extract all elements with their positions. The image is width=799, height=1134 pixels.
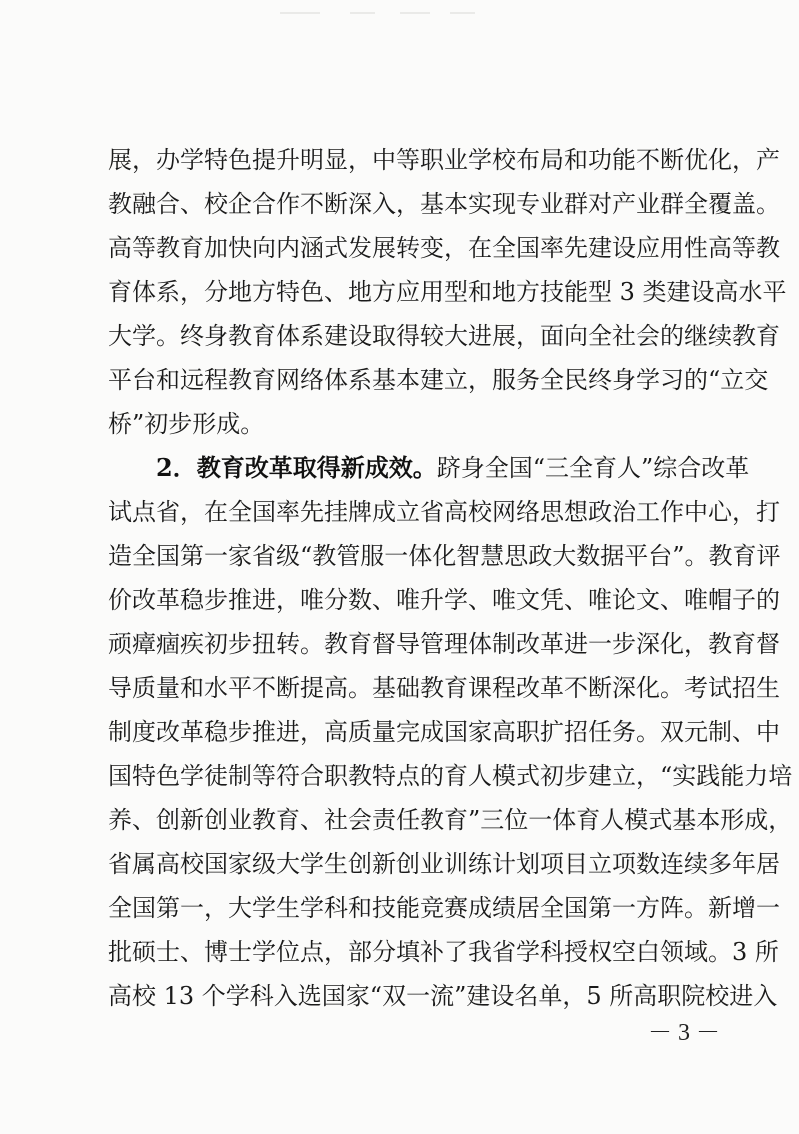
text-line: 国特色学徒制等符合职教特点的育人模式初步建立，“实践能力培 — [108, 762, 793, 790]
text-line: 大学。终身教育体系建设取得较大进展，面向全社会的继续教育 — [108, 322, 780, 350]
text-line: 高校 13 个学科入选国家“双一流”建设名单，5 所高职院校进入 — [108, 982, 778, 1010]
text-line: 展，办学特色提升明显，中等职业学校布局和功能不断优化，产 — [108, 146, 780, 174]
text-line: 高等教育加快向内涵式发展转变，在全国率先建设应用性高等教 — [108, 234, 780, 262]
text-line: 导质量和水平不断提高。基础教育课程改革不断深化。考试招生 — [108, 674, 780, 702]
text-line: 省属高校国家级大学生创新创业训练计划项目立项数连续多年居 — [108, 850, 780, 878]
text-line: 教融合、校企合作不断深入，基本实现专业群对产业群全覆盖。 — [108, 190, 780, 218]
text-line: 育体系，分地方特色、地方应用型和地方技能型 3 类建设高水平 — [108, 278, 787, 306]
section-2-first-line-text: 跻身全国“三全育人”综合改革 — [436, 454, 750, 482]
scan-artifact — [280, 10, 480, 16]
section-2-heading: 2．教育改革取得新成效。 — [156, 453, 437, 482]
section-2-first-line — [108, 446, 750, 490]
text-line: 制度改革稳步推进，高质量完成国家高职扩招任务。双元制、中 — [108, 718, 780, 746]
text-line: 试点省，在全国率先挂牌成立省高校网络思想政治工作中心，打 — [108, 498, 780, 526]
text-line: 平台和远程教育网络体系基本建立，服务全民终身学习的“立交 — [108, 366, 769, 394]
text-line: 全国第一，大学生学科和技能竞赛成绩居全国第一方阵。新增一 — [108, 894, 780, 922]
page-number: － 3 － — [648, 1020, 720, 1046]
text-line: 价改革稳步推进，唯分数、唯升学、唯文凭、唯论文、唯帽子的 — [108, 586, 780, 614]
text-line: 桥”初步形成。 — [108, 410, 265, 438]
text-line: 养、创新创业教育、社会责任教育”三位一体育人模式基本形成， — [108, 806, 793, 834]
text-line: 批硕士、博士学位点，部分填补了我省学科授权空白领域。3 所 — [108, 938, 779, 966]
text-line: 顽瘴痼疾初步扭转。教育督导管理体制改革进一步深化，教育督 — [108, 630, 780, 658]
text-line: 造全国第一家省级“教管服一体化智慧思政大数据平台”。教育评 — [108, 542, 781, 570]
document-body — [108, 138, 793, 1018]
